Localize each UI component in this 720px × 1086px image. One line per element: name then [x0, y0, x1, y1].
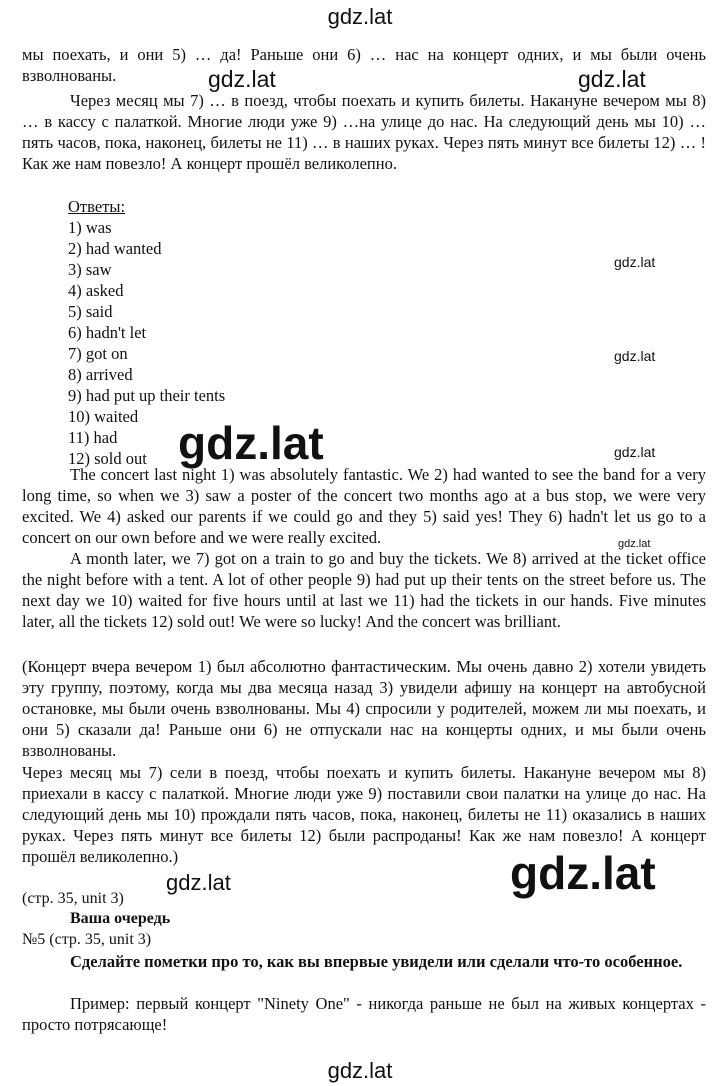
answer-item: 5) said	[68, 302, 113, 321]
watermark-extra-large: gdz.lat	[510, 847, 656, 899]
watermark-side-1: gdz.lat	[614, 254, 656, 270]
watermark-bottom: gdz.lat	[327, 1058, 393, 1083]
english-paragraph-1: The concert last night 1) was absolutely fantastic. We 2) had wanted to see the band for a very long time, so when we 3) saw a poster of the concert two months ago at a bus stop, we were very excited. We 4) asked our parents if we could go and they 5) said yes! They 6) hadn't let us go to a concert on our own before and we were really excited.	[22, 465, 706, 547]
watermark-right: gdz.lat	[578, 66, 646, 92]
watermark-tiny: gdz.lat	[618, 538, 651, 550]
task-instruction: Сделайте пометки про то, как вы впервые увидели или сделали что-то особенное.	[70, 952, 683, 971]
watermark-top: gdz.lat	[327, 4, 393, 29]
answer-item: 9) had put up their tents	[68, 386, 226, 405]
watermark-large: gdz.lat	[178, 417, 324, 469]
english-paragraph-2: A month later, we 7) got on a train to go and buy the tickets. We 8) arrived at the ticket office the night before with a tent. A lot of other people 9) had put up their tents on the street before us. The next day we 10) waited for five hours until at last we 11) had the tickets in our hands. Five minutes later, all the tickets 12) sold out! We were so lucky! And the concert was brilliant.	[22, 549, 706, 631]
watermark-side-2: gdz.lat	[614, 348, 656, 364]
page-reference-1: (стр. 35, unit 3)	[22, 890, 124, 907]
answer-item: 3) saw	[68, 260, 112, 279]
watermark-left: gdz.lat	[208, 66, 276, 92]
answers-title: Ответы:	[68, 197, 126, 216]
intro-paragraph-1: мы поехать, и они 5) … да! Раньше они 6) … нас на концерт одних, и мы были очень взволнованы.	[22, 45, 706, 85]
answer-item: 6) hadn't let	[68, 323, 147, 342]
example-text: Пример: первый концерт "Ninety One" - никогда раньше не был на живых концертах - просто потрясающе!	[22, 994, 706, 1034]
intro-paragraph-2: Через месяц мы 7) … в поезд, чтобы поехать и купить билеты. Накануне вечером мы 8) … в кассу с палаткой. Многие люди уже 9) …на улице до нас. На следующий день мы 10) … пять часов, пока, наконец, билеты не 11) … в наших руках. Через пять минут все билеты 12) … ! Как же нам повезло! А концерт прошёл великолепно.	[22, 91, 706, 173]
answer-item: 1) was	[68, 218, 112, 237]
answer-item: 12) sold out	[68, 449, 147, 468]
answer-item: 11) had	[68, 428, 118, 447]
translation-paragraph-1: (Концерт вчера вечером 1) был абсолютно фантастическим. Мы очень давно 2) хотели увидеть эту группу, поэтому, когда мы два месяца назад 3) увидели афишу на концерт на автобусной остановке, мы были очень взволнованы. Мы 4) спросили у родителей, можем ли мы поехать, и они 5) сказали да! Раньше они 6) не отпускали нас на концерты одних, и мы были очень взволнованы.	[22, 657, 706, 760]
answer-item: 10) waited	[68, 407, 139, 426]
translation-paragraph-2: Через месяц мы 7) сели в поезд, чтобы поехать и купить билеты. Накануне вечером мы 8) приехали в кассу с палаткой. Многие люди уже 9) поставили свои палатки на улице до нас. На следующий день мы 10) прождали пять часов, пока, наконец, билеты не 11) оказались в наших руках. Через пять минут все билеты 12) были распроданы! Как же нам повезло! А концерт прошёл великолепно.)	[22, 763, 706, 866]
watermark-middle: gdz.lat	[166, 870, 231, 895]
answer-item: 8) arrived	[68, 365, 133, 384]
exercise-number: №5 (стр. 35, unit 3)	[22, 931, 152, 948]
answer-item: 4) asked	[68, 281, 124, 300]
answer-item: 2) had wanted	[68, 239, 162, 258]
answer-item: 7) got on	[68, 344, 128, 363]
watermark-side-3: gdz.lat	[614, 444, 656, 460]
section-heading: Ваша очередь	[70, 910, 171, 927]
